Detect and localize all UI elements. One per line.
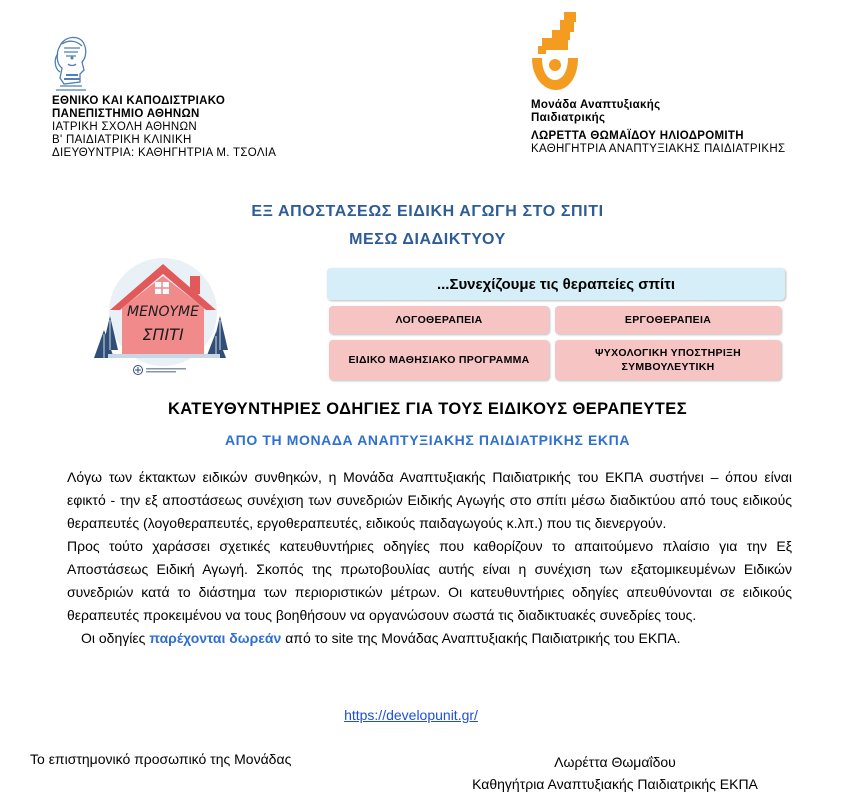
clinic-name: Β' ΠΑΙΔΙΑΤΡΙΚΗ ΚΛΙΝΙΚΗ: [52, 134, 192, 146]
developunit-link[interactable]: https://developunit.gr/: [344, 707, 478, 723]
body-paragraph-1: Λόγω των έκτακτων ειδικών συνθηκών, η Μονάδα Αναπτυξιακής Παιδιατρικής του ΕΚΠΑ συστήνει – όπου είναι εφικτό - την εξ αποστάσεως συνέχιση των συνεδριών Ειδικής Αγωγής στο σπίτι μέσω διαδικτύου από τους ειδικούς θεραπευτές (λογοθεραπευτές, εργοθεραπευτές, ειδικούς παιδαγωγούς κ.λπ.) που τις διενεργούν.: [67, 469, 792, 531]
body-text: [67, 466, 792, 650]
document-title-line2: ΜΕΣΩ ΔΙΑΔΙΚΤΥΟΥ: [349, 231, 506, 248]
body-paragraph-3-post: από το site της Μονάδας Αναπτυξιακής Παιδιατρικής του ΕΚΠΑ.: [281, 630, 681, 646]
unit-name-line1: Μονάδα Αναπτυξιακής: [531, 99, 661, 111]
signature-professor-title: Καθηγήτρια Αναπτυξιακής Παιδιατρικής ΕΚΠΑ: [472, 776, 758, 792]
house-text-line1: ΜΕΝΟΥΜΕ: [127, 304, 199, 320]
body-paragraph-3-pre: Οι οδηγίες: [81, 630, 150, 646]
body-paragraph-2: Προς τούτο χαράσσει σχετικές κατευθυντήριες οδηγίες που καθορίζουν το απαιτούμενο πλαίσιο για την Εξ Αποστάσεως Ειδική Αγωγή. Σκοπός της πρωτοβουλίας αυτής είναι η συνέχιση των εξατομικευμένων Ειδικών συνεδριών κατά το διάστημα των περιοριστικών μέτρων. Οι κατευθυντήριες οδηγίες απευθύνονται σε ειδικούς θεραπευτές προκειμένου να τους βοηθήσουν να οργανώσουν σωστά τις διαδικτυακές συνεδρίες τους.: [67, 538, 792, 623]
university-header: [52, 95, 276, 160]
therapy-special-learning: ΕΙΔΙΚΟ ΜΑΘΗΣΙΑΚΟ ΠΡΟΓΡΑΜΜΑ: [329, 340, 549, 380]
signature-professor-name: Λωρέττα Θωμαΐδου: [554, 754, 676, 770]
therapies-table: [327, 268, 785, 381]
university-name-line1: ΕΘΝΙΚΟ ΚΑΙ ΚΑΠΟΔΙΣΤΡΙΑΚΟ: [52, 95, 226, 107]
ministry-emblem-icon: [132, 364, 202, 376]
guidelines-subtitle: ΑΠΟ ΤΗ ΜΟΝΑΔΑ ΑΝΑΠΤΥΞΙΑΚΗΣ ΠΑΙΔΙΑΤΡΙΚΗΣ ΕΚΠΑ: [224, 432, 631, 448]
body-paragraph-3: [67, 627, 792, 650]
school-name: ΙΑΤΡΙΚΗ ΣΧΟΛΗ ΑΘΗΝΩΝ: [52, 121, 198, 133]
university-name-line2: ΠΑΝΕΠΙΣΤΗΜΙΟ ΑΘΗΝΩΝ: [52, 108, 200, 120]
therapies-header: ...Συνεχίζουμε τις θεραπείες σπίτι: [327, 268, 785, 300]
therapy-speech: ΛΟΓΟΘΕΡΑΠΕΙΑ: [329, 306, 549, 334]
signature-staff: Το επιστημονικό προσωπικό της Μονάδας: [30, 751, 292, 767]
house-text-line2: ΣΠΙΤΙ: [142, 325, 184, 344]
unit-name-line2: Παιδιατρικής: [531, 112, 606, 124]
director-name: ΔΙΕΥΘΥΝΤΡΙΑ: ΚΑΘΗΓΗΤΡΙΑ Μ. ΤΣΟΛΙΑ: [52, 147, 277, 159]
document-title-line1: ΕΞ ΑΠΟΣΤΑΣΕΩΣ ΕΙΔΙΚΗ ΑΓΩΓΗ ΣΤΟ ΣΠΙΤΙ: [251, 203, 604, 220]
therapy-occupational: ΕΡΓΟΘΕΡΑΠΕΙΑ: [555, 306, 781, 334]
signature-professor: [430, 751, 800, 795]
head-name: ΛΩΡΕΤΤΑ ΘΩΜΑΪΔΟΥ ΗΛΙΟΔΡΟΜΙΤΗ: [531, 130, 744, 142]
document-title: [0, 198, 855, 254]
unit-header: [531, 99, 785, 156]
stay-home-house-illustration: [88, 254, 238, 376]
head-title: ΚΑΘΗΓΗΤΡΙΑ ΑΝΑΠΤΥΞΙΑΚΗΣ ΠΑΙΔΙΑΤΡΙΚΗΣ: [531, 143, 786, 155]
therapy-psychological: ΨΥΧΟΛΟΓΙΚΗ ΥΠΟΣΤΗΡΙΞΗ ΣΥΜΒΟΥΛΕΥΤΙΚΗ: [555, 340, 781, 380]
free-of-charge-highlight: παρέχονται δωρεάν: [149, 630, 282, 646]
university-athena-logo: [50, 34, 92, 92]
developmental-unit-logo: [530, 12, 580, 92]
guidelines-title: ΚΑΤΕΥΘΥΝΤΗΡΙΕΣ ΟΔΗΓΙΕΣ ΓΙΑ ΤΟΥΣ ΕΙΔΙΚΟΥΣ ΘΕΡΑΠΕΥΤΕΣ: [167, 400, 687, 418]
